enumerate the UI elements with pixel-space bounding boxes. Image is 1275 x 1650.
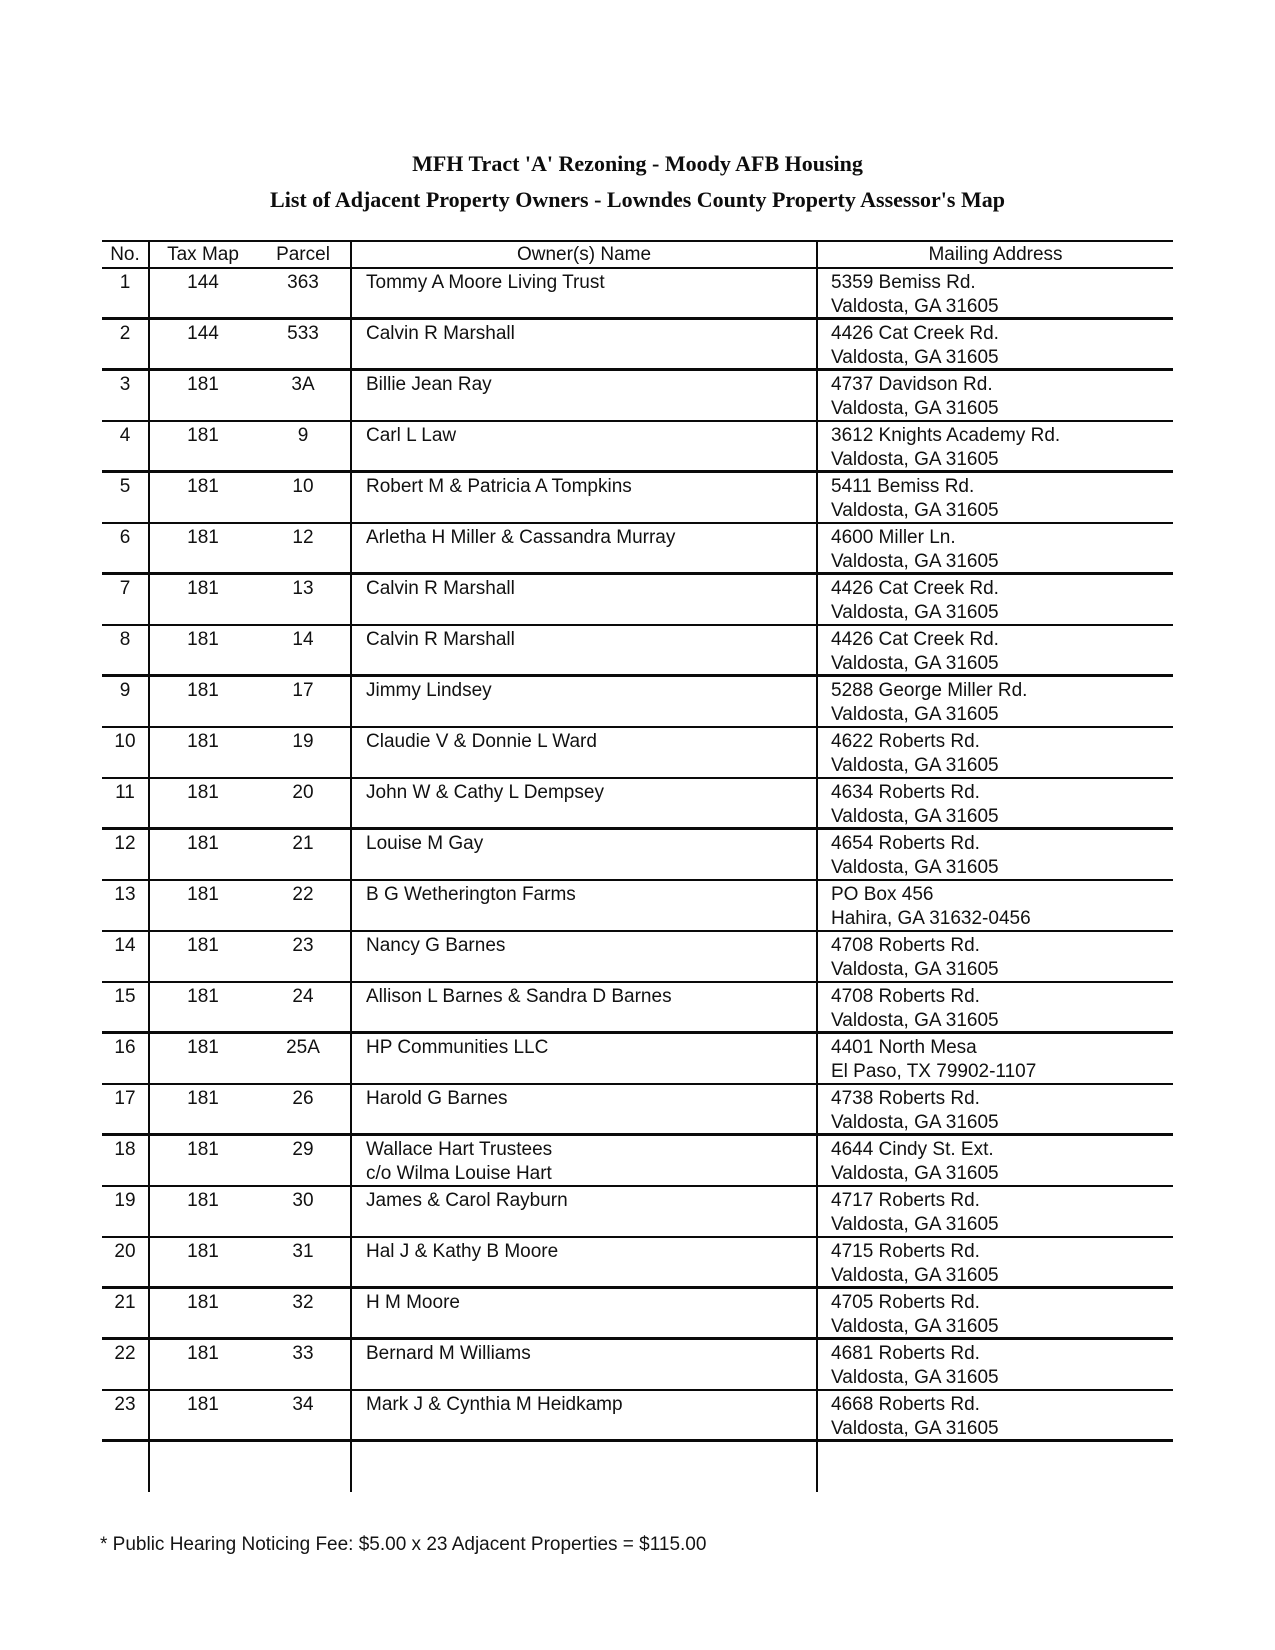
cell-text-line: Valdosta, GA 31605	[831, 1316, 999, 1337]
owner-name-cell	[352, 575, 818, 624]
taxmap-parcel-cell	[150, 728, 352, 777]
cell-text-line: 4708 Roberts Rd.	[831, 935, 980, 956]
parcel-value: 14	[292, 629, 314, 650]
table-row	[102, 1238, 1173, 1289]
owner-name-cell	[352, 779, 818, 827]
cell-text-line: 4634 Roberts Rd.	[831, 782, 980, 803]
header-mailing-address: Mailing Address	[928, 244, 1063, 265]
table-row	[102, 320, 1173, 371]
parcel-value: 21	[292, 833, 314, 854]
taxmap-parcel-cell	[150, 881, 352, 930]
parcel-value: 23	[292, 935, 314, 956]
header-parcel: Parcel	[276, 244, 330, 265]
owner-name-cell	[352, 830, 818, 879]
cell-text-line: 5288 George Miller Rd.	[831, 680, 1028, 701]
owner-name-cell	[352, 1391, 818, 1439]
owner-name-cell	[352, 1136, 818, 1185]
row-number: 8	[102, 626, 150, 674]
tax-map-value: 181	[187, 1241, 219, 1262]
parcel-value: 363	[287, 272, 319, 293]
mailing-address-cell	[818, 1340, 1173, 1389]
row-number: 6	[102, 524, 150, 572]
row-number: 10	[102, 728, 150, 777]
owner-name-cell	[352, 524, 818, 572]
empty-taxmap-parcel-cell	[150, 1442, 352, 1492]
table-row	[102, 524, 1173, 575]
taxmap-parcel-cell	[150, 371, 352, 420]
owner-name-cell	[352, 1340, 818, 1389]
mailing-address-cell	[818, 932, 1173, 981]
taxmap-parcel-cell	[150, 1340, 352, 1389]
cell-text-line: 4426 Cat Creek Rd.	[831, 578, 999, 599]
mailing-address-cell	[818, 371, 1173, 420]
taxmap-parcel-cell	[150, 524, 352, 572]
owner-name-cell	[352, 1187, 818, 1236]
cell-text-line: El Paso, TX 79902-1107	[831, 1061, 1037, 1082]
owner-name-cell	[352, 932, 818, 981]
mailing-address-cell	[818, 1391, 1173, 1439]
cell-text-line: Valdosta, GA 31605	[831, 1265, 999, 1286]
cell-text-line: 4600 Miller Ln.	[831, 527, 956, 548]
taxmap-parcel-cell	[150, 269, 352, 317]
title-line-2: List of Adjacent Property Owners - Lowndes County Property Assessor's Map	[270, 187, 1005, 212]
cell-text-line: James & Carol Rayburn	[366, 1190, 568, 1211]
cell-text-line: PO Box 456	[831, 884, 934, 905]
cell-text-line: 4654 Roberts Rd.	[831, 833, 980, 854]
parcel-value: 17	[292, 680, 314, 701]
taxmap-parcel-cell	[150, 1187, 352, 1236]
table-row	[102, 779, 1173, 830]
cell-text-line: H M Moore	[366, 1292, 460, 1313]
cell-text-line: Calvin R Marshall	[366, 629, 515, 650]
taxmap-parcel-cell	[150, 932, 352, 981]
cell-text-line: Valdosta, GA 31605	[831, 1367, 999, 1388]
owner-name-cell	[352, 1289, 818, 1337]
table-row	[102, 1187, 1173, 1238]
table-row	[102, 932, 1173, 983]
row-number: 1	[102, 269, 150, 317]
parcel-value: 24	[292, 986, 314, 1007]
tax-map-value: 181	[187, 935, 219, 956]
taxmap-parcel-cell	[150, 575, 352, 624]
mailing-address-cell	[818, 1238, 1173, 1286]
tax-map-value: 144	[187, 272, 219, 293]
table-row	[102, 983, 1173, 1034]
row-number: 15	[102, 983, 150, 1031]
cell-text-line: Robert M & Patricia A Tompkins	[366, 476, 632, 497]
cell-text-line: Louise M Gay	[366, 833, 484, 854]
cell-text-line: Allison L Barnes & Sandra D Barnes	[366, 986, 672, 1007]
cell-text-line: Valdosta, GA 31605	[831, 602, 999, 623]
parcel-value: 33	[292, 1343, 314, 1364]
table-row	[102, 1136, 1173, 1187]
table-row	[102, 422, 1173, 473]
mailing-address-cell	[818, 1136, 1173, 1185]
row-number: 17	[102, 1085, 150, 1133]
row-number: 4	[102, 422, 150, 470]
tax-map-value: 181	[187, 476, 219, 497]
cell-text-line: 4717 Roberts Rd.	[831, 1190, 980, 1211]
mailing-address-cell	[818, 473, 1173, 522]
cell-text-line: Valdosta, GA 31605	[831, 857, 999, 878]
tax-map-value: 181	[187, 782, 219, 803]
public-hearing-fee-note: * Public Hearing Noticing Fee: $5.00 x 23 Adjacent Properties = $115.00	[100, 1534, 707, 1555]
cell-text-line: Calvin R Marshall	[366, 578, 515, 599]
cell-text-line: 4426 Cat Creek Rd.	[831, 323, 999, 344]
row-number: 11	[102, 779, 150, 827]
parcel-value: 29	[292, 1139, 314, 1160]
header-tax-map: Tax Map	[167, 244, 239, 265]
cell-text-line: Valdosta, GA 31605	[831, 347, 999, 368]
cell-text-line: Nancy G Barnes	[366, 935, 506, 956]
mailing-address-cell	[818, 269, 1173, 317]
cell-text-line: 4644 Cindy St. Ext.	[831, 1139, 994, 1160]
owner-name-cell	[352, 371, 818, 420]
row-number: 19	[102, 1187, 150, 1236]
taxmap-parcel-cell	[150, 779, 352, 827]
taxmap-parcel-cell	[150, 677, 352, 726]
cell-text-line: 3612 Knights Academy Rd.	[831, 425, 1061, 446]
cell-text-line: Valdosta, GA 31605	[831, 449, 999, 470]
mailing-address-cell	[818, 1034, 1173, 1083]
cell-text-line: Valdosta, GA 31605	[831, 755, 999, 776]
cell-text-line: Calvin R Marshall	[366, 323, 515, 344]
tax-map-value: 181	[187, 578, 219, 599]
header-no: No.	[102, 242, 150, 267]
cell-text-line: Valdosta, GA 31605	[831, 1010, 999, 1031]
tax-map-value: 181	[187, 1394, 219, 1415]
cell-text-line: Tommy A Moore Living Trust	[366, 272, 605, 293]
title-line-1: MFH Tract 'A' Rezoning - Moody AFB Housing	[412, 151, 863, 176]
header-owner-name: Owner(s) Name	[352, 242, 818, 267]
tax-map-value: 181	[187, 1088, 219, 1109]
cell-text-line: Valdosta, GA 31605	[831, 1112, 999, 1133]
parcel-value: 9	[297, 425, 309, 446]
cell-text-line: 4738 Roberts Rd.	[831, 1088, 980, 1109]
owner-name-cell	[352, 422, 818, 470]
mailing-address-cell	[818, 881, 1173, 930]
row-number: 23	[102, 1391, 150, 1439]
taxmap-parcel-cell	[150, 830, 352, 879]
cell-text-line: 4715 Roberts Rd.	[831, 1241, 980, 1262]
row-number: 20	[102, 1238, 150, 1286]
tax-map-value: 181	[187, 1139, 219, 1160]
parcel-value: 25A	[286, 1037, 320, 1058]
cell-text-line: Wallace Hart Trustees	[366, 1139, 553, 1160]
cell-text-line: Valdosta, GA 31605	[831, 551, 999, 572]
empty-mailing-cell	[818, 1442, 1173, 1492]
table-row	[102, 473, 1173, 524]
cell-text-line: 4705 Roberts Rd.	[831, 1292, 980, 1313]
owner-name-cell	[352, 677, 818, 726]
mailing-address-cell	[818, 422, 1173, 470]
owner-name-cell	[352, 473, 818, 522]
parcel-value: 533	[287, 323, 319, 344]
cell-text-line: Hahira, GA 31632-0456	[831, 908, 1031, 929]
tax-map-value: 181	[187, 374, 219, 395]
cell-text-line: Jimmy Lindsey	[366, 680, 492, 701]
mailing-address-cell	[818, 779, 1173, 827]
cell-text-line: Valdosta, GA 31605	[831, 806, 999, 827]
parcel-value: 12	[292, 527, 314, 548]
taxmap-parcel-cell	[150, 983, 352, 1031]
tax-map-value: 181	[187, 1292, 219, 1313]
taxmap-parcel-cell	[150, 626, 352, 674]
cell-text-line: 4622 Roberts Rd.	[831, 731, 980, 752]
cell-text-line: 5411 Bemiss Rd.	[831, 476, 975, 497]
taxmap-parcel-cell	[150, 1085, 352, 1133]
table-row	[102, 830, 1173, 881]
row-number: 9	[102, 677, 150, 726]
parcel-value: 22	[292, 884, 314, 905]
mailing-address-cell	[818, 728, 1173, 777]
tax-map-value: 181	[187, 1037, 219, 1058]
table-row	[102, 269, 1173, 320]
taxmap-parcel-cell	[150, 422, 352, 470]
taxmap-parcel-cell	[150, 1034, 352, 1083]
owner-name-cell	[352, 320, 818, 368]
table-empty-row	[102, 1442, 1173, 1492]
mailing-address-cell	[818, 524, 1173, 572]
cell-text-line: Valdosta, GA 31605	[831, 500, 999, 521]
table-row	[102, 1391, 1173, 1442]
taxmap-parcel-cell	[150, 1289, 352, 1337]
tax-map-value: 181	[187, 629, 219, 650]
cell-text-line: HP Communities LLC	[366, 1037, 549, 1058]
cell-text-line: Claudie V & Donnie L Ward	[366, 731, 597, 752]
row-number: 16	[102, 1034, 150, 1083]
header-taxmap-parcel	[150, 242, 352, 267]
parcel-value: 32	[292, 1292, 314, 1313]
tax-map-value: 181	[187, 680, 219, 701]
empty-no-cell	[102, 1442, 150, 1492]
cell-text-line: Valdosta, GA 31605	[831, 653, 999, 674]
parcel-value: 10	[292, 476, 314, 497]
cell-text-line: Valdosta, GA 31605	[831, 296, 999, 317]
taxmap-parcel-cell	[150, 1238, 352, 1286]
owner-name-cell	[352, 1034, 818, 1083]
cell-text-line: Valdosta, GA 31605	[831, 704, 999, 725]
cell-text-line: 4426 Cat Creek Rd.	[831, 629, 999, 650]
tax-map-value: 181	[187, 986, 219, 1007]
mailing-address-cell	[818, 626, 1173, 674]
property-owners-table	[102, 240, 1173, 1492]
cell-text-line: Valdosta, GA 31605	[831, 398, 999, 419]
parcel-value: 30	[292, 1190, 314, 1211]
parcel-value: 20	[292, 782, 314, 803]
table-row	[102, 1085, 1173, 1136]
tax-map-value: 181	[187, 731, 219, 752]
taxmap-parcel-cell	[150, 1136, 352, 1185]
row-number: 2	[102, 320, 150, 368]
taxmap-parcel-cell	[150, 473, 352, 522]
mailing-address-cell	[818, 1187, 1173, 1236]
taxmap-parcel-cell	[150, 1391, 352, 1439]
row-number: 3	[102, 371, 150, 420]
table-row	[102, 881, 1173, 932]
table-row	[102, 677, 1173, 728]
owner-name-cell	[352, 626, 818, 674]
document-title	[0, 146, 1275, 218]
mailing-address-cell	[818, 677, 1173, 726]
taxmap-parcel-cell	[150, 320, 352, 368]
parcel-value: 34	[292, 1394, 314, 1415]
table-row	[102, 1034, 1173, 1085]
mailing-address-cell	[818, 1289, 1173, 1337]
row-number: 12	[102, 830, 150, 879]
tax-map-value: 181	[187, 884, 219, 905]
cell-text-line: Valdosta, GA 31605	[831, 959, 999, 980]
cell-text-line: Arletha H Miller & Cassandra Murray	[366, 527, 676, 548]
cell-text-line: 4668 Roberts Rd.	[831, 1394, 980, 1415]
table-row	[102, 728, 1173, 779]
mailing-address-cell	[818, 575, 1173, 624]
owner-name-cell	[352, 1238, 818, 1286]
cell-text-line: Carl L Law	[366, 425, 457, 446]
parcel-value: 19	[292, 731, 314, 752]
row-number: 13	[102, 881, 150, 930]
tax-map-value: 144	[187, 323, 219, 344]
cell-text-line: Billie Jean Ray	[366, 374, 492, 395]
tax-map-value: 181	[187, 425, 219, 446]
tax-map-value: 181	[187, 527, 219, 548]
owner-name-cell	[352, 728, 818, 777]
tax-map-value: 181	[187, 1190, 219, 1211]
cell-text-line: B G Wetherington Farms	[366, 884, 576, 905]
cell-text-line: Harold G Barnes	[366, 1088, 508, 1109]
row-number: 22	[102, 1340, 150, 1389]
table-header-row	[102, 242, 1173, 269]
tax-map-value: 181	[187, 833, 219, 854]
table-body	[102, 269, 1173, 1442]
owner-name-cell	[352, 881, 818, 930]
cell-text-line: 4401 North Mesa	[831, 1037, 977, 1058]
cell-text-line: Valdosta, GA 31605	[831, 1418, 999, 1439]
row-number: 5	[102, 473, 150, 522]
row-number: 14	[102, 932, 150, 981]
mailing-address-cell	[818, 1085, 1173, 1133]
row-number: 18	[102, 1136, 150, 1185]
mailing-address-cell	[818, 830, 1173, 879]
table-row	[102, 1340, 1173, 1391]
owner-name-cell	[352, 1085, 818, 1133]
cell-text-line: Mark J & Cynthia M Heidkamp	[366, 1394, 623, 1415]
table-row	[102, 575, 1173, 626]
cell-text-line: Valdosta, GA 31605	[831, 1214, 999, 1235]
cell-text-line: 5359 Bemiss Rd.	[831, 272, 976, 293]
mailing-address-cell	[818, 983, 1173, 1031]
tax-map-value: 181	[187, 1343, 219, 1364]
row-number: 21	[102, 1289, 150, 1337]
table-row	[102, 626, 1173, 677]
parcel-value: 31	[292, 1241, 314, 1262]
owner-name-cell	[352, 983, 818, 1031]
cell-text-line: Valdosta, GA 31605	[831, 1163, 999, 1184]
cell-text-line: 4681 Roberts Rd.	[831, 1343, 980, 1364]
cell-text-line: c/o Wilma Louise Hart	[366, 1163, 552, 1184]
cell-text-line: 4737 Davidson Rd.	[831, 374, 993, 395]
empty-owner-cell	[352, 1442, 818, 1492]
cell-text-line: Hal J & Kathy B Moore	[366, 1241, 559, 1262]
owner-name-cell	[352, 269, 818, 317]
cell-text-line: 4708 Roberts Rd.	[831, 986, 980, 1007]
parcel-value: 13	[292, 578, 314, 599]
mailing-address-cell	[818, 320, 1173, 368]
parcel-value: 3A	[291, 374, 315, 395]
table-row	[102, 371, 1173, 422]
row-number: 7	[102, 575, 150, 624]
table-row	[102, 1289, 1173, 1340]
cell-text-line: Bernard M Williams	[366, 1343, 531, 1364]
parcel-value: 26	[292, 1088, 314, 1109]
cell-text-line: John W & Cathy L Dempsey	[366, 782, 604, 803]
